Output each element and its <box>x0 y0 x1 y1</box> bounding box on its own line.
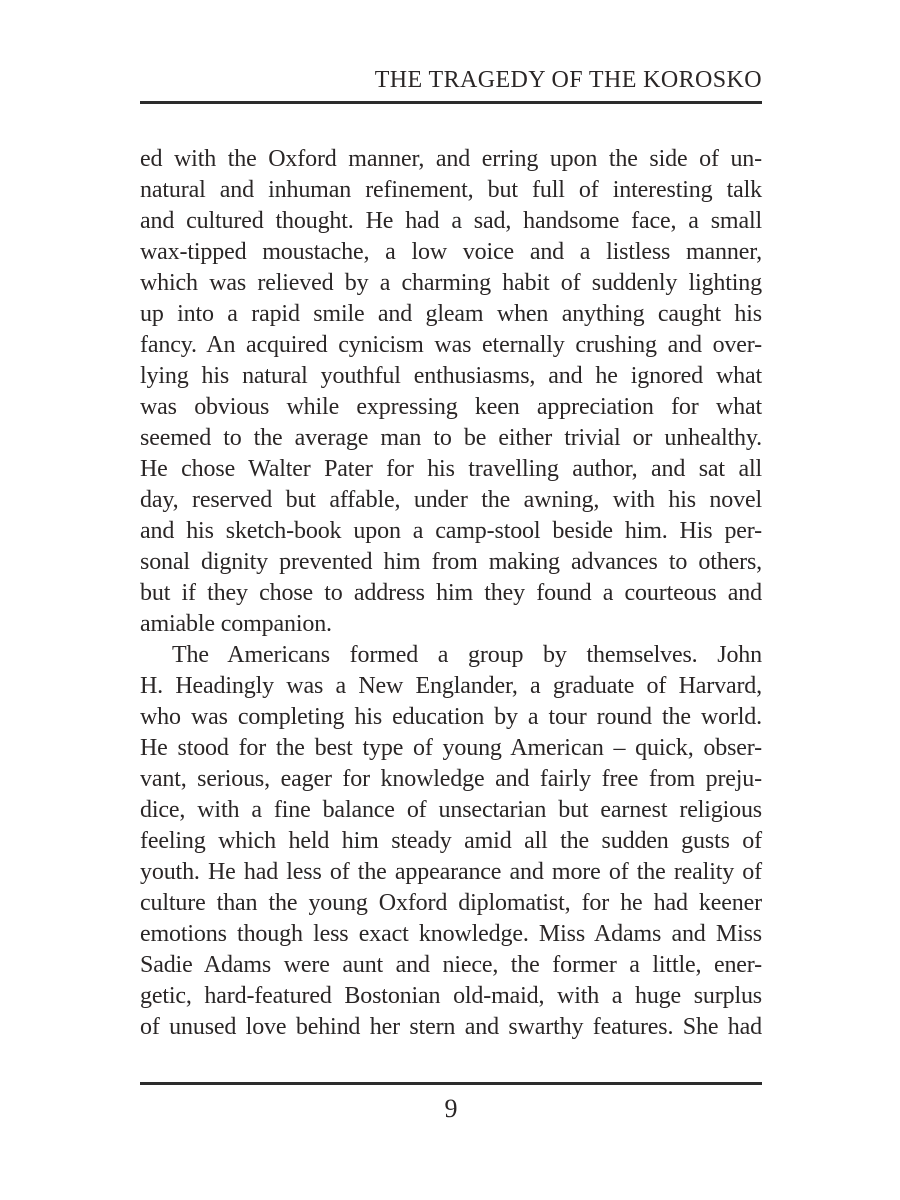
body-line: up into a rapid smile and gleam when anything caught his <box>140 301 762 327</box>
body-line: day, reserved but affable, under the awning, with his novel <box>140 487 762 513</box>
body-text <box>140 144 762 1043</box>
body-line: culture than the young Oxford diplomatist, for he had keener <box>140 890 762 916</box>
body-line: which was relieved by a charming habit of suddenly lighting <box>140 270 762 296</box>
body-line: H. Headingly was a New Englander, a graduate of Harvard, <box>140 673 762 699</box>
body-line: getic, hard-featured Bostonian old-maid, with a huge surplus <box>140 983 762 1009</box>
body-line: dice, with a fine balance of unsectarian but earnest religious <box>140 797 762 823</box>
body-line: He chose Walter Pater for his travelling author, and sat all <box>140 456 762 482</box>
footer-rule <box>140 1082 762 1085</box>
body-line: wax-tipped moustache, a low voice and a listless manner, <box>140 239 762 265</box>
body-line: The Americans formed a group by themselves. John <box>172 642 762 668</box>
body-line: ed with the Oxford manner, and erring upon the side of un- <box>140 146 762 172</box>
body-line: vant, serious, eager for knowledge and fairly free from preju- <box>140 766 762 792</box>
body-line: sonal dignity prevented him from making advances to others, <box>140 549 762 575</box>
body-line: natural and inhuman refinement, but full of interesting talk <box>140 177 762 203</box>
body-line: He stood for the best type of young American – quick, obser- <box>140 735 762 761</box>
page-number: 9 <box>444 1094 458 1123</box>
body-line: of unused love behind her stern and swarthy features. She had <box>140 1014 762 1040</box>
header-rule <box>140 101 762 104</box>
running-header-title: THE TRAGEDY OF THE KOROSKO <box>374 67 762 93</box>
body-line: fancy. An acquired cynicism was eternally crushing and over- <box>140 332 762 358</box>
body-line: youth. He had less of the appearance and more of the reality of <box>140 859 762 885</box>
body-line: but if they chose to address him they found a courteous and <box>140 580 762 606</box>
body-line: lying his natural youthful enthusiasms, and he ignored what <box>140 363 762 389</box>
body-line: and his sketch-book upon a camp-stool beside him. His per- <box>140 518 762 544</box>
body-line: Sadie Adams were aunt and niece, the former a little, ener- <box>140 952 762 978</box>
body-line: seemed to the average man to be either trivial or unhealthy. <box>140 425 762 451</box>
body-line: was obvious while expressing keen appreciation for what <box>140 394 762 420</box>
body-line: who was completing his education by a tour round the world. <box>140 704 762 730</box>
body-line: and cultured thought. He had a sad, handsome face, a small <box>140 208 762 234</box>
text-block <box>140 0 762 1125</box>
body-line: feeling which held him steady amid all the sudden gusts of <box>140 828 762 854</box>
body-line: amiable companion. <box>140 611 332 637</box>
body-line: emotions though less exact knowledge. Miss Adams and Miss <box>140 921 762 947</box>
